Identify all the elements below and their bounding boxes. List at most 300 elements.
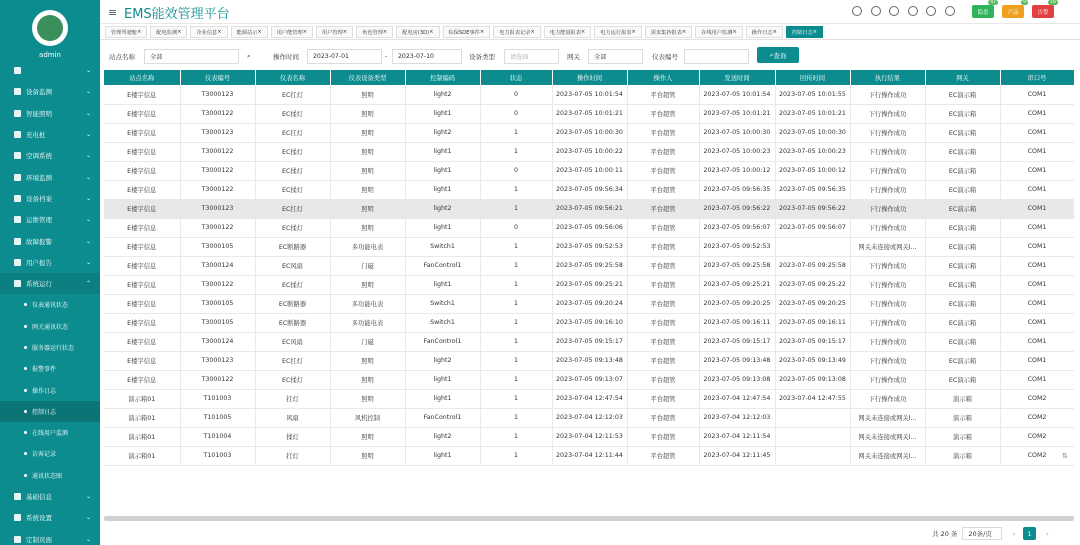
table-cell: 平台超管	[627, 256, 699, 275]
table-cell: 1	[480, 332, 552, 351]
table-cell: 下行操作成功	[850, 161, 925, 180]
table-cell: E楼字信息	[104, 180, 180, 199]
table-cell: light2	[405, 427, 480, 446]
table-cell: 演示箱	[925, 427, 1000, 446]
table-row[interactable]	[104, 446, 1074, 465]
table-row[interactable]	[104, 104, 1074, 123]
close-icon[interactable]: ×	[580, 29, 586, 35]
sidebar-item[interactable]	[0, 529, 100, 545]
table-cell: 门磁	[330, 256, 405, 275]
page-size-select[interactable]: 20条/页	[962, 527, 1002, 540]
table-cell: EC揉灯	[255, 142, 330, 161]
table-row[interactable]	[104, 142, 1074, 161]
table-cell: COM1	[1000, 332, 1074, 351]
sidebar-item[interactable]	[0, 124, 100, 145]
sidebar-item[interactable]	[0, 443, 100, 464]
close-icon[interactable]: ×	[136, 29, 142, 35]
table-cell: 演示箱01	[104, 446, 180, 465]
sidebar-item[interactable]	[0, 166, 100, 187]
table-cell: E楼字信息	[104, 294, 180, 313]
table-cell: light2	[405, 85, 480, 104]
sidebar-item[interactable]	[0, 145, 100, 166]
table-cell: 2023-07-05 09:56:06	[552, 218, 627, 237]
tab[interactable]	[150, 26, 187, 38]
table-cell: 2023-07-04 12:11:44	[552, 446, 627, 465]
toolbar-icons	[852, 6, 963, 16]
sidebar-item[interactable]	[0, 188, 100, 209]
close-icon[interactable]: ×	[342, 29, 348, 35]
column-header[interactable]: 仪表编号	[180, 70, 255, 85]
table-cell: 揉灯	[255, 427, 330, 446]
table-cell: 2023-07-05 09:56:35	[775, 180, 850, 199]
table-cell: EC演示箱	[925, 237, 1000, 256]
close-icon[interactable]: ×	[530, 29, 535, 35]
close-icon[interactable]: ×	[772, 29, 777, 35]
table-cell: 平台超管	[627, 427, 699, 446]
meter-input[interactable]	[684, 49, 749, 64]
table-cell: 2023-07-05 09:56:21	[552, 199, 627, 218]
tab[interactable]	[105, 26, 147, 38]
table-cell: light2	[405, 123, 480, 142]
table-cell: 2023-07-05 10:00:12	[699, 161, 775, 180]
table-cell: EC断路器	[255, 294, 330, 313]
table-cell: EC演示箱	[925, 218, 1000, 237]
table-cell: EC演示箱	[925, 256, 1000, 275]
table-cell: 1	[480, 446, 552, 465]
tab-label: 用户管理	[322, 29, 343, 36]
column-header[interactable]: 控制编码	[405, 70, 480, 85]
table-cell: FanControl1	[405, 332, 480, 351]
table-cell: 平台超管	[627, 313, 699, 332]
badge-label: 产品	[1007, 9, 1019, 16]
tab[interactable]	[396, 26, 439, 38]
table-cell: 平台超管	[627, 142, 699, 161]
menu-toggle-icon[interactable]: ≡	[108, 6, 118, 19]
table-cell: 多功能电表	[330, 313, 405, 332]
fullscreen-icon[interactable]	[926, 6, 936, 16]
next-page-button[interactable]: ›	[1046, 529, 1049, 538]
total-count: 共 20 条	[932, 530, 958, 538]
table-cell: T3000123	[180, 351, 255, 370]
table-cell	[775, 446, 850, 465]
close-icon[interactable]: ×	[812, 29, 818, 35]
status-badge[interactable]	[1002, 0, 1026, 18]
sidebar-item-label: 系统设置	[26, 514, 52, 523]
table-cell: COM1	[1000, 294, 1074, 313]
table-row[interactable]	[104, 389, 1074, 408]
table-cell: EC揉灯	[255, 104, 330, 123]
table-cell: 2023-07-05 09:25:58	[552, 256, 627, 275]
table-row[interactable]	[104, 294, 1074, 313]
sidebar-item[interactable]	[0, 252, 100, 273]
table-cell: 平台超管	[627, 161, 699, 180]
end-date-input[interactable]: 2023-07-10	[392, 49, 462, 64]
close-icon[interactable]: ×	[631, 29, 636, 35]
table-cell: COM1	[1000, 104, 1074, 123]
table-cell: 平台超管	[627, 332, 699, 351]
table-cell: 下行操作成功	[850, 180, 925, 199]
search-icon[interactable]	[871, 6, 881, 16]
sidebar-menu	[0, 60, 100, 545]
badge-count: 47	[990, 0, 996, 5]
table-cell: 多功能电表	[330, 294, 405, 313]
table-cell: 2023-07-05 10:01:55	[775, 85, 850, 104]
close-icon[interactable]: ×	[177, 29, 182, 35]
table-cell: 1	[480, 180, 552, 199]
table-cell: 2023-07-05 09:16:11	[775, 313, 850, 332]
bullet-icon	[24, 367, 27, 370]
table-cell: 2023-07-05 09:20:25	[775, 294, 850, 313]
table-cell: 2023-07-05 09:15:17	[699, 332, 775, 351]
table-cell: 2023-07-04 12:11:45	[699, 446, 775, 465]
sidebar-item-label: 故障报警	[26, 237, 52, 246]
column-header[interactable]: 仪表设备类型	[330, 70, 405, 85]
topbar	[100, 0, 1080, 24]
start-date-input[interactable]: 2023-07-01	[307, 49, 382, 64]
table-row[interactable]	[104, 237, 1074, 256]
sidebar-item-label: 操作日志	[32, 387, 57, 395]
table-cell: T101004	[180, 427, 255, 446]
sidebar-item[interactable]	[0, 486, 100, 507]
tab[interactable]	[443, 26, 491, 38]
theme-icon[interactable]	[945, 6, 955, 16]
menu-icon	[14, 88, 21, 95]
avatar[interactable]	[32, 10, 68, 46]
filter-bar	[100, 47, 1080, 67]
table-cell: E楼字信息	[104, 218, 180, 237]
table-cell: T3000122	[180, 180, 255, 199]
table-cell: EC揉灯	[255, 275, 330, 294]
table-cell: 照明	[330, 161, 405, 180]
table-row[interactable]	[104, 370, 1074, 389]
status-badge[interactable]	[1032, 0, 1056, 18]
menu-icon	[14, 536, 21, 543]
table-cell: 2023-07-04 12:47:55	[775, 389, 850, 408]
chevron-icon: ⌄	[85, 514, 91, 522]
horizontal-scrollbar[interactable]	[104, 516, 1074, 521]
table-cell: COM2	[1000, 408, 1074, 427]
tab[interactable]	[786, 26, 823, 38]
table-cell: 照明	[330, 142, 405, 161]
badge-label: 告警	[1037, 9, 1049, 16]
tab[interactable]	[356, 26, 393, 38]
table-row[interactable]	[104, 161, 1074, 180]
table-cell: 2023-07-05 09:20:24	[552, 294, 627, 313]
table-cell: 2023-07-05 09:56:07	[699, 218, 775, 237]
table-cell: 平台超管	[627, 446, 699, 465]
table-cell: COM1	[1000, 199, 1074, 218]
close-icon[interactable]: ×	[479, 29, 485, 35]
table-row[interactable]	[104, 218, 1074, 237]
table-cell: T3000122	[180, 370, 255, 389]
table-cell: COM1	[1000, 313, 1074, 332]
table-cell: 2023-07-05 09:13:08	[775, 370, 850, 389]
table-row[interactable]	[104, 275, 1074, 294]
column-header[interactable]: 站点名称	[104, 70, 180, 85]
table-cell: 2023-07-04 12:11:53	[552, 427, 627, 446]
table-cell: 下行操作成功	[850, 275, 925, 294]
table-cell: light1	[405, 161, 480, 180]
table-cell: EC演示箱	[925, 313, 1000, 332]
table-cell: 平台超管	[627, 294, 699, 313]
table-cell: EC断路器	[255, 313, 330, 332]
prev-page-button[interactable]: ‹	[1012, 529, 1016, 538]
table-cell: 风扇	[255, 408, 330, 427]
table-header	[104, 70, 1074, 85]
table-cell: EC演示箱	[925, 332, 1000, 351]
tab[interactable]	[695, 26, 743, 38]
table-cell: 0	[480, 104, 552, 123]
sidebar-item[interactable]	[0, 316, 100, 337]
tab[interactable]	[746, 26, 783, 38]
tab-label: 企业信息	[196, 29, 218, 36]
table-cell: Switch1	[405, 294, 480, 313]
pagination	[932, 527, 1049, 540]
sidebar-item-label: 设备档案	[26, 194, 52, 203]
column-header[interactable]: 执行结果	[850, 70, 925, 85]
table-cell: 2023-07-05 10:01:21	[699, 104, 775, 123]
chevron-icon: ⌄	[85, 493, 91, 501]
sidebar-item[interactable]	[0, 273, 100, 294]
table-cell: 照明	[330, 104, 405, 123]
table-cell: 1	[480, 142, 552, 161]
table-cell: 1	[480, 237, 552, 256]
close-icon[interactable]: ×	[217, 29, 222, 35]
bullet-icon	[24, 325, 27, 328]
current-page-button[interactable]: 1	[1023, 527, 1036, 540]
user-icon	[37, 15, 63, 41]
table-cell: 0	[480, 218, 552, 237]
menu-icon	[14, 259, 21, 266]
table-cell: E楼字信息	[104, 123, 180, 142]
sidebar-item[interactable]	[0, 507, 100, 528]
table-cell: 下行操作成功	[850, 351, 925, 370]
table-cell: 2023-07-05 09:56:35	[699, 180, 775, 199]
table-cell	[775, 427, 850, 446]
column-header[interactable]: 操作人	[627, 70, 699, 85]
menu-icon	[14, 131, 21, 138]
table-cell: 演示箱01	[104, 389, 180, 408]
gateway-label: 网关	[567, 53, 580, 61]
menu-icon	[14, 152, 21, 159]
column-header[interactable]: 状态	[480, 70, 552, 85]
table-cell: 平台超管	[627, 104, 699, 123]
table-cell: COM1	[1000, 237, 1074, 256]
column-header[interactable]: 操作时间	[552, 70, 627, 85]
table-cell: 2023-07-04 12:12:03	[552, 408, 627, 427]
table-cell: 1	[480, 389, 552, 408]
notification-icon[interactable]	[889, 6, 899, 16]
table-cell: Switch1	[405, 237, 480, 256]
table-cell: light1	[405, 389, 480, 408]
table-cell: 2023-07-05 10:00:11	[552, 161, 627, 180]
table-cell: 门磁	[330, 332, 405, 351]
table-cell: 平台超管	[627, 408, 699, 427]
tab[interactable]	[544, 26, 592, 38]
sidebar-item-label: 基础信息	[26, 493, 52, 502]
chevron-icon: ⌄	[85, 535, 91, 543]
table-row[interactable]	[104, 427, 1074, 446]
sidebar-item[interactable]	[0, 337, 100, 358]
table-cell: 2023-07-05 09:25:21	[699, 275, 775, 294]
table-cell: 2023-07-05 10:00:22	[552, 142, 627, 161]
chevron-icon: ⌄	[85, 237, 91, 245]
table-row[interactable]	[104, 256, 1074, 275]
table-cell: EC揉灯	[255, 161, 330, 180]
table-cell: 2023-07-05 10:01:54	[699, 85, 775, 104]
close-icon[interactable]: ×	[681, 29, 687, 35]
table-cell: 2023-07-04 12:47:54	[699, 389, 775, 408]
chevron-icon: ⌄	[85, 67, 91, 75]
chevron-icon: ⌄	[85, 216, 91, 224]
table-cell: T3000122	[180, 218, 255, 237]
table-cell: 平台超管	[627, 370, 699, 389]
menu-icon	[14, 216, 21, 223]
column-header[interactable]: 串口号	[1000, 70, 1074, 85]
sidebar-item[interactable]	[0, 358, 100, 379]
table-cell: T3000124	[180, 332, 255, 351]
tab[interactable]	[316, 26, 353, 38]
table-row[interactable]	[104, 123, 1074, 142]
column-header[interactable]: 发送时间	[699, 70, 775, 85]
table-cell: 2023-07-05 09:56:07	[775, 218, 850, 237]
time-label: 操作时间	[273, 53, 299, 61]
table-row[interactable]	[104, 85, 1074, 104]
meter-label: 仪表编号	[652, 53, 678, 61]
column-settings-icon[interactable]: ⇅	[1062, 452, 1068, 460]
column-header[interactable]: 仪表名称	[255, 70, 330, 85]
menu-icon	[14, 493, 21, 500]
table-cell: 1	[480, 427, 552, 446]
tab-label: 配电监测	[156, 29, 178, 36]
settings-icon[interactable]	[852, 6, 862, 16]
table-cell: E楼字信息	[104, 370, 180, 389]
site-select[interactable]: 全部	[144, 49, 239, 64]
table-cell: 2023-07-05 10:00:23	[699, 142, 775, 161]
table-row[interactable]	[104, 180, 1074, 199]
sidebar-item[interactable]	[0, 379, 100, 400]
table-cell: light1	[405, 104, 480, 123]
refresh-icon[interactable]	[908, 6, 918, 16]
close-icon[interactable]: ×	[382, 29, 388, 35]
table-cell: EC扛灯	[255, 351, 330, 370]
close-icon[interactable]: ×	[302, 29, 307, 35]
table-cell: 2023-07-05 10:00:12	[775, 161, 850, 180]
tab[interactable]	[190, 26, 227, 38]
sidebar-item[interactable]	[0, 81, 100, 102]
tab-label: 能源站示	[236, 29, 258, 36]
sidebar-item[interactable]	[0, 465, 100, 486]
bullet-icon	[24, 389, 27, 392]
bullet-icon	[24, 474, 27, 477]
tab[interactable]	[594, 26, 642, 38]
close-icon[interactable]: ×	[257, 29, 262, 35]
table-row[interactable]	[104, 199, 1074, 218]
tab[interactable]	[231, 26, 268, 38]
sidebar-item[interactable]	[0, 230, 100, 251]
menu-icon	[14, 67, 21, 74]
sidebar-item-label: 环境监测	[26, 173, 52, 182]
table-cell: light1	[405, 218, 480, 237]
close-icon[interactable]: ×	[732, 29, 737, 35]
table-cell: EC断路器	[255, 237, 330, 256]
tab[interactable]	[493, 26, 541, 38]
table-cell: EC揉灯	[255, 218, 330, 237]
table-row[interactable]	[104, 313, 1074, 332]
table-row[interactable]	[104, 408, 1074, 427]
table-cell: 网关未连接或网关l...	[850, 427, 925, 446]
gateway-select[interactable]: 全部	[588, 49, 643, 64]
table-row[interactable]	[104, 332, 1074, 351]
tab[interactable]	[645, 26, 693, 38]
table-row[interactable]	[104, 351, 1074, 370]
close-icon[interactable]: ×	[429, 29, 434, 35]
table-body	[104, 85, 1074, 465]
table-cell: E楼字信息	[104, 85, 180, 104]
devtype-select[interactable]: 请选择	[504, 49, 559, 64]
sidebar-item[interactable]	[0, 103, 100, 124]
status-badge[interactable]	[972, 0, 996, 18]
sidebar-item[interactable]	[0, 422, 100, 443]
site-label: 站点名称	[109, 53, 135, 61]
table-cell: 1	[480, 370, 552, 389]
table-cell: E楼字信息	[104, 237, 180, 256]
table-cell: EC扛灯	[255, 123, 330, 142]
table-cell: 下行操作成功	[850, 332, 925, 351]
table-cell: EC演示箱	[925, 370, 1000, 389]
table-cell: COM1	[1000, 275, 1074, 294]
table-cell: 平台超管	[627, 218, 699, 237]
table-cell: 照明	[330, 85, 405, 104]
bullet-icon	[24, 410, 27, 413]
table-cell: 2023-07-05 09:13:48	[552, 351, 627, 370]
chevron-icon: ⌃	[85, 280, 91, 288]
table-cell: T3000123	[180, 123, 255, 142]
table-cell: EC演示箱	[925, 85, 1000, 104]
date-separator: -	[385, 52, 388, 60]
sidebar-item-label: 系统运行	[26, 280, 52, 289]
sidebar-item-label: 空调系统	[26, 152, 52, 161]
table-cell: 1	[480, 256, 552, 275]
table-cell: 平台超管	[627, 389, 699, 408]
table-cell: 平台超管	[627, 123, 699, 142]
chevron-icon: ⌄	[85, 88, 91, 96]
table-cell: E楼字信息	[104, 313, 180, 332]
table-cell: 1	[480, 313, 552, 332]
table-cell: 1	[480, 275, 552, 294]
sidebar-item-label: 用户报告	[26, 258, 52, 267]
table-cell: 1	[480, 294, 552, 313]
sidebar-item[interactable]	[0, 209, 100, 230]
sidebar-item[interactable]	[0, 60, 100, 81]
table-cell: light2	[405, 351, 480, 370]
table-cell: COM1	[1000, 142, 1074, 161]
table-cell: EC揉灯	[255, 370, 330, 389]
sidebar-item[interactable]	[0, 294, 100, 315]
table-cell: 2023-07-05 10:01:21	[552, 104, 627, 123]
search-icon[interactable]: ⌕	[247, 52, 251, 60]
query-button[interactable]	[757, 47, 799, 63]
tab[interactable]	[271, 26, 313, 38]
bullet-icon	[24, 303, 27, 306]
column-header[interactable]: 网关	[925, 70, 1000, 85]
table-cell: COM1	[1000, 351, 1074, 370]
table-cell: 下行操作成功	[850, 199, 925, 218]
table-cell: 扛灯	[255, 389, 330, 408]
table-cell: 2023-07-05 10:00:30	[775, 123, 850, 142]
column-header[interactable]: 回传时间	[775, 70, 850, 85]
sidebar-item[interactable]	[0, 401, 100, 422]
